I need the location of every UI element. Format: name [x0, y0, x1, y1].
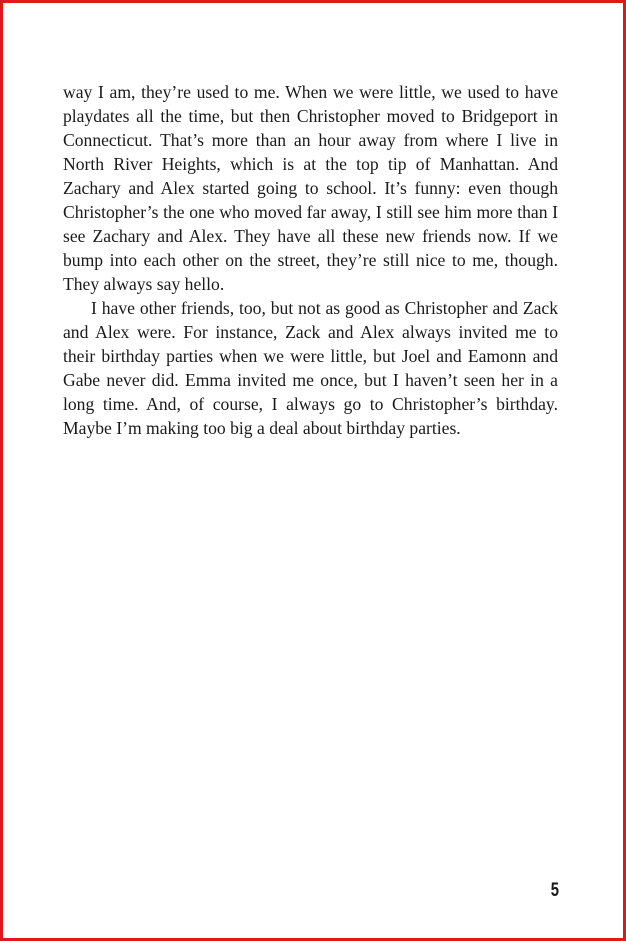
paragraph-1: way I am, they’re used to me. When we were little, we used to have playdates all the time, but then Christopher moved to Bridgeport in Connecticut. That’s more than an hour away from where I live in North River Heights, which is at the top tip of Manhattan. And Zachary and Alex started going to school. It’s funny: even though Christopher’s the one who moved far away, I still see him more than I see Zachary and Alex. They have all these new friends now. If we bump into each other on the street, they’re still nice to me, though. They always say hello.	[63, 82, 558, 294]
paragraph-2: I have other friends, too, but not as good as Christopher and Zack and Alex were. For instance, Zack and Alex always invited me to their birthday parties when we were little, but Joel and Eamonn and Gabe never did. Emma invited me once, but I haven’t seen her in a long time. And, of course, I always go to Christopher’s birthday. Maybe I’m making too big a deal about birthday parties.	[63, 298, 558, 438]
body-text	[63, 80, 558, 440]
page-number: 5	[550, 880, 559, 901]
